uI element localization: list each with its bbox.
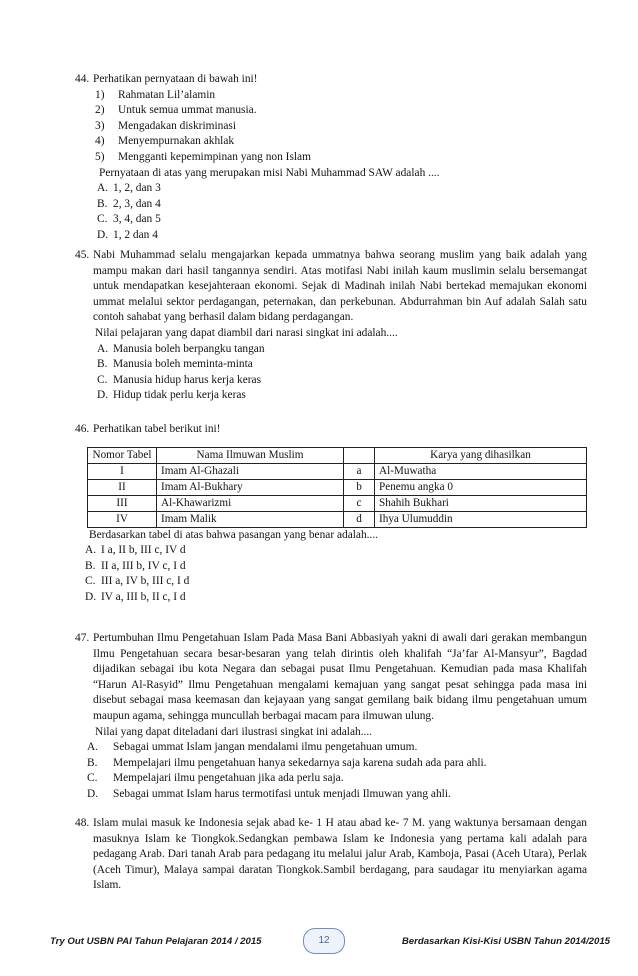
question-prompt: Nilai pelajaran yang dapat diambil dari narasi singkat ini adalah.... bbox=[95, 326, 398, 339]
question-number: 46. bbox=[75, 423, 90, 435]
option-a[interactable]: A. I a, II b, III c, IV d bbox=[85, 544, 186, 557]
question-stem: Nabi Muhammad selalu mengajarkan kepada ummatnya bahwa seorang muslim yang baik adalah yang mampu makan dari hasil tangannya sendiri. Atas motifasi Nabi inilah kaum muslimin selalu bersemangat untuk mendapatkan kesejahteraan ekonomi. Sejak di Madinah inilah Nabi bertekad memajukan ekonomi ummat melalui sektor perdagangan, peternakan, dan perkebunan. Abdurrahman bin Auf adalah Salah satu contoh sahabat yang berhasil dalam bidang perdagangan. bbox=[93, 249, 587, 324]
option-d[interactable]: D. Hidup tidak perlu kerja keras bbox=[97, 389, 246, 402]
option-a[interactable]: A. 1, 2, dan 3 bbox=[97, 182, 161, 195]
table-header: Karya yang dihasilkan bbox=[375, 447, 587, 463]
question-47 bbox=[75, 631, 587, 803]
option-d[interactable]: D. 1, 2 dan 4 bbox=[97, 228, 158, 241]
option-b[interactable]: B. Mempelajari ilmu pengetahuan hanya sekedarnya saja karena sudah ada para ahli. bbox=[87, 756, 487, 769]
option-c[interactable]: C. III a, IV b, III c, I d bbox=[85, 575, 190, 588]
footer-right-text: Berdasarkan Kisi-Kisi USBN Tahun 2014/2015 bbox=[401, 936, 610, 947]
question-prompt: Berdasarkan tabel di atas bahwa pasangan yang benar adalah.... bbox=[89, 528, 379, 541]
table-row: II Imam Al-Bukhary b Penemu angka 0 bbox=[88, 479, 587, 495]
option-b[interactable]: B. 2, 3, dan 4 bbox=[97, 197, 161, 210]
answer-options bbox=[75, 740, 587, 802]
list-item: 3) Mengadakan diskriminasi bbox=[95, 119, 236, 132]
option-a[interactable]: A. Sebagai ummat Islam jangan mendalami ilmu pengetahuan umum. bbox=[87, 741, 418, 754]
footer-left-text: Try Out USBN PAI Tahun Pelajaran 2014 / 2015 bbox=[50, 936, 262, 947]
question-prompt: Pernyataan di atas yang merupakan misi Nabi Muhammad SAW adalah .... bbox=[99, 166, 440, 179]
option-d[interactable]: D. Sebagai ummat Islam harus termotifasi untuk menjadi Ilmuwan yang ahli. bbox=[87, 787, 451, 800]
question-number: 44. bbox=[75, 73, 90, 85]
option-a[interactable]: A. Manusia boleh berpangku tangan bbox=[97, 342, 265, 355]
question-45 bbox=[75, 248, 587, 404]
list-item: 1) Rahmatan Lil’alamin bbox=[95, 88, 216, 101]
question-48 bbox=[75, 816, 587, 894]
table-header: Nomor Tabel bbox=[88, 447, 157, 463]
table-row: I Imam Al-Ghazali a Al-Muwatha bbox=[88, 463, 587, 479]
option-b[interactable]: B. Manusia boleh meminta-minta bbox=[97, 358, 253, 371]
option-c[interactable]: C. 3, 4, dan 5 bbox=[97, 213, 161, 226]
question-stem: Perhatikan pernyataan di bawah ini! bbox=[93, 73, 258, 85]
question-prompt: Nilai yang dapat diteladani dari ilustrasi singkat ini adalah.... bbox=[95, 725, 373, 738]
table-row: III Al-Khawarizmi c Shahih Bukhari bbox=[88, 495, 587, 511]
table-header bbox=[344, 447, 375, 463]
question-44 bbox=[75, 72, 587, 244]
option-b[interactable]: B. II a, III b, IV c, I d bbox=[85, 559, 186, 572]
option-c[interactable]: C. Mempelajari ilmu pengetahuan jika ada perlu saja. bbox=[87, 772, 344, 785]
question-number: 48. bbox=[75, 817, 90, 829]
question-number: 47. bbox=[75, 632, 90, 644]
table-header: Nama Ilmuwan Muslim bbox=[157, 447, 344, 463]
question-stem: Islam mulai masuk ke Indonesia sejak abad ke- 1 H atau abad ke- 7 M. yang waktunya bersamaan dengan masuknya Islam ke Tiongkok.Sedangkan pembawa Islam ke Indonesia yang pertama kali adalah para pedagang Arab. Dari tanah Arab para pedagang itu melalui jalur Arab, Kamboja, Pasai (Aceh Utara), Perlak (Aceh Timur), Malaya sampai daratan Tiongkok.Sambil berdagang, para saudagar itu menyiarkan agama Islam. bbox=[93, 817, 587, 892]
question-46 bbox=[75, 422, 587, 606]
list-item: 5) Mengganti kepemimpinan yang non Islam bbox=[95, 150, 311, 163]
answer-options bbox=[75, 342, 587, 404]
page-footer bbox=[50, 928, 610, 958]
answer-options bbox=[75, 543, 587, 605]
list-item: 2) Untuk semua ummat manusia. bbox=[95, 104, 257, 117]
question-stem: Perhatikan tabel berikut ini! bbox=[93, 423, 221, 435]
list-item: 4) Menyempurnakan akhlak bbox=[95, 135, 235, 148]
answer-options bbox=[75, 181, 587, 243]
option-c[interactable]: C. Manusia hidup harus kerja keras bbox=[97, 373, 262, 386]
table-header-row bbox=[88, 447, 587, 463]
question-number: 45. bbox=[75, 249, 90, 261]
page-number-badge: 12 bbox=[303, 928, 345, 954]
statement-list bbox=[75, 88, 587, 166]
scholars-table bbox=[87, 447, 587, 528]
question-stem: Pertumbuhan Ilmu Pengetahuan Islam Pada Masa Bani Abbasiyah yakni di awali dari gerakan membangun Ilmu Pengetahuan secara besar-besaran yang telah dirintis oleh khalifah “Ja’far Al-Mansyur”, Bagdad dijadikan sebagai ibu kota Negara dan sebagai pusat Ilmu Pengetahuan. Kemudian pada masa Khalifah “Harun Al-Rasyid” Ilmu Pengetahuan mengalami kemajuan yang sangat pesat sehingga pada masa ini disebut sebagai masa keemasan dan kejayaan yang sangat gemilang baik bidang ilmu pengetahuan umum maupun agama, sehingga muncullah berbagai macam para ilmuwan ulung. bbox=[93, 632, 587, 722]
option-d[interactable]: D. IV a, III b, II c, I d bbox=[85, 590, 186, 603]
table-row: IV Imam Malik d Ihya Ulumuddin bbox=[88, 511, 587, 527]
